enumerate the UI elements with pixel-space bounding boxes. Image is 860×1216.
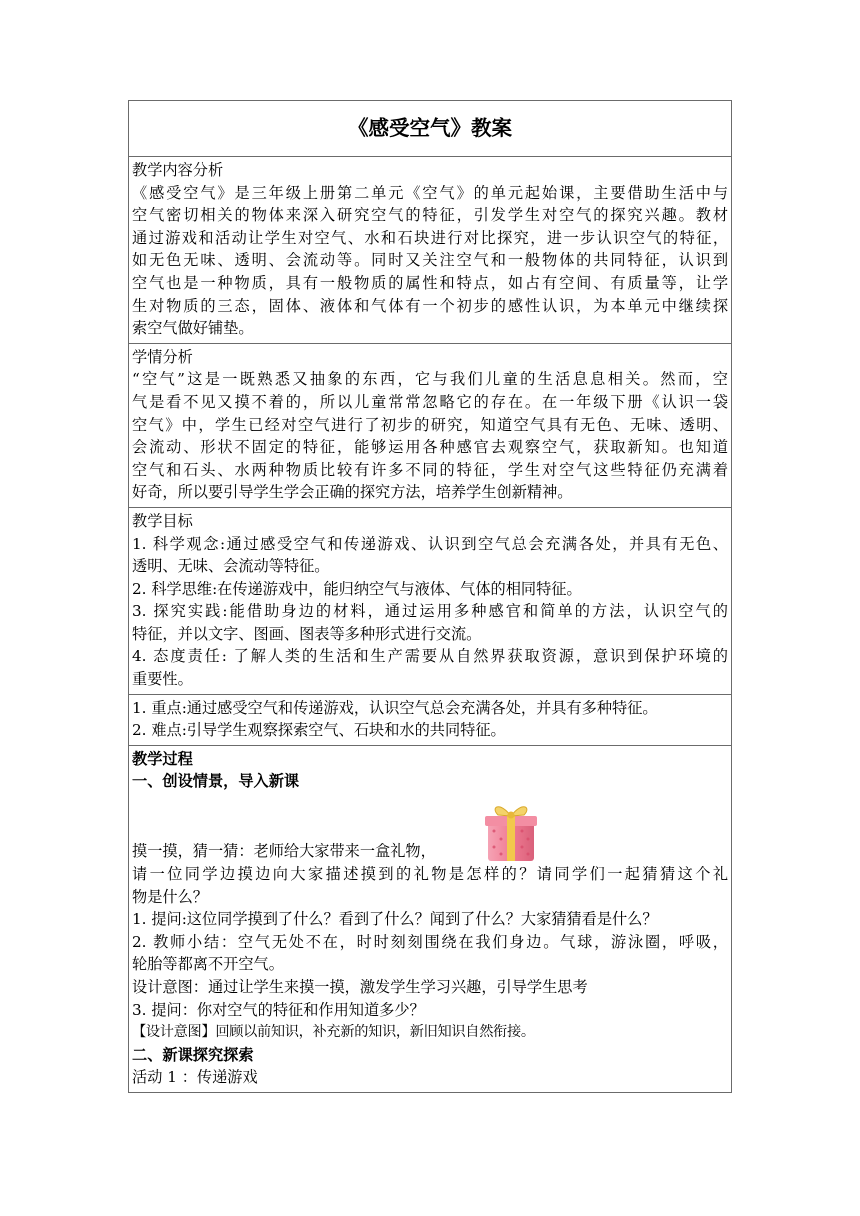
objective-line: 3. 探究实践:能借助身边的材料，通过运用多种感官和简单的方法，认识空气的 (132, 602, 728, 621)
objective-line: 特征，并以文字、图画、图表等多种形式进行交流。 (132, 624, 482, 643)
student-analysis-line: 好奇，所以要引导学生学会正确的探究方法，培养学生创新精神。 (132, 483, 573, 502)
content-analysis-line: 空气密切相关的物体来深入研究空气的特征，引发学生对空气的探究兴趣。教材 (132, 206, 728, 225)
objectives-heading: 教学目标 (132, 511, 193, 530)
student-analysis-line: “空气”这是一既熟悉又抽象的东西，它与我们儿童的生活息息相关。然而，空 (132, 370, 728, 389)
process-line: 1. 提问:这位同学摸到了什么？看到了什么？闻到了什么？大家猜猜看是什么？ (132, 910, 658, 929)
document-title: 《感受空气》教案 (129, 101, 732, 157)
process-line: 2. 教师小结：空气无处不在，时时刻刻围绕在我们身边。气球，游泳圈，呼吸， (132, 932, 728, 951)
content-analysis-cell (129, 157, 732, 344)
process-line: 请一位同学边摸边向大家描述摸到的礼物是怎样的？请同学们一起猜猜这个礼 (132, 865, 728, 884)
process-heading: 教学过程 (132, 749, 193, 768)
objective-line: 重要性。 (132, 670, 193, 689)
gift-intro-text: 摸一摸，猜一猜：老师给大家带来一盒礼物， (132, 842, 436, 861)
lesson-plan-document (128, 100, 732, 1093)
objective-line: 4. 态度责任: 了解人类的生活和生产需要从自然界获取资源，意识到保护环境的 (132, 647, 728, 666)
process-line: 物是什么？ (132, 887, 208, 906)
design-intent-note: 【设计意图】回顾以前知识，补充新的知识，新旧知识自然衔接。 (132, 1024, 535, 1041)
content-analysis-line: 通过游戏和活动让学生对空气、水和石块进行对比探究，进一步认识空气的特征， (132, 228, 728, 247)
teaching-process-cell (129, 745, 732, 1092)
difficulty-line: 2. 难点:引导学生观察探索空气、石块和水的共同特征。 (132, 721, 506, 740)
gift-box-icon (482, 799, 540, 863)
section-2-heading: 二、新课探究探索 (132, 1045, 254, 1064)
student-analysis-line: 气是看不见又摸不着的，所以儿童常常忽略它的存在。在一年级下册《认识一袋 (132, 392, 728, 411)
content-analysis-heading: 教学内容分析 (132, 161, 224, 179)
objective-line: 透明、无味、会流动等特征。 (132, 557, 330, 576)
student-analysis-line: 空气》中，学生已经对空气进行了初步的研究，知道空气具有无色、无味、透明、 (132, 415, 728, 434)
objectives-cell (129, 507, 732, 694)
process-line: 3. 提问：你对空气的特征和作用知道多少？ (132, 1000, 425, 1019)
content-analysis-line: 如无色无味、透明、会流动等。同时又关注空气和一般物体的共同特征，认识到 (132, 251, 728, 270)
key-points-cell (129, 694, 732, 745)
student-analysis-cell (129, 343, 732, 507)
student-analysis-line: 空气和石头、水两种物质比较有许多不同的特征，学生对空气这些特征仍充满着 (132, 460, 728, 479)
gift-line (132, 793, 728, 863)
objective-line: 1. 科学观念:通过感受空气和传递游戏、认识到空气总会充满各处，并具有无色、 (132, 534, 728, 553)
content-analysis-line: 空气也是一种物质，具有一般物质的属性和特点，如占有空间、有质量等，让学 (132, 273, 728, 292)
activity-1-label: 活动 1 ：传递游戏 (132, 1068, 258, 1087)
lesson-plan-table (128, 100, 732, 1093)
content-analysis-line: 索空气做好铺垫。 (132, 319, 254, 338)
student-analysis-heading: 学情分析 (132, 347, 193, 366)
student-analysis-line: 会流动、形状不固定的特征，能够运用各种感官去观察空气，获取新知。也知道 (132, 438, 728, 457)
process-line: 轮胎等都离不开空气。 (132, 955, 284, 974)
process-line: 设计意图：通过让学生来摸一摸，激发学生学习兴趣，引导学生思考 (132, 978, 588, 996)
content-analysis-line: 《感受空气》是三年级上册第二单元《空气》的单元起始课，主要借助生活中与 (132, 183, 728, 202)
objective-line: 2. 科学思维:在传递游戏中，能归纳空气与液体、气体的相同特征。 (132, 579, 582, 598)
key-point-line: 1. 重点:通过感受空气和传递游戏，认识空气总会充满各处，并具有多种特征。 (132, 698, 658, 717)
section-1-heading: 一、创设情景，导入新课 (132, 772, 300, 791)
content-analysis-line: 生对物质的三态，固体、液体和气体有一个初步的感性认识，为本单元中继续探 (132, 296, 728, 315)
